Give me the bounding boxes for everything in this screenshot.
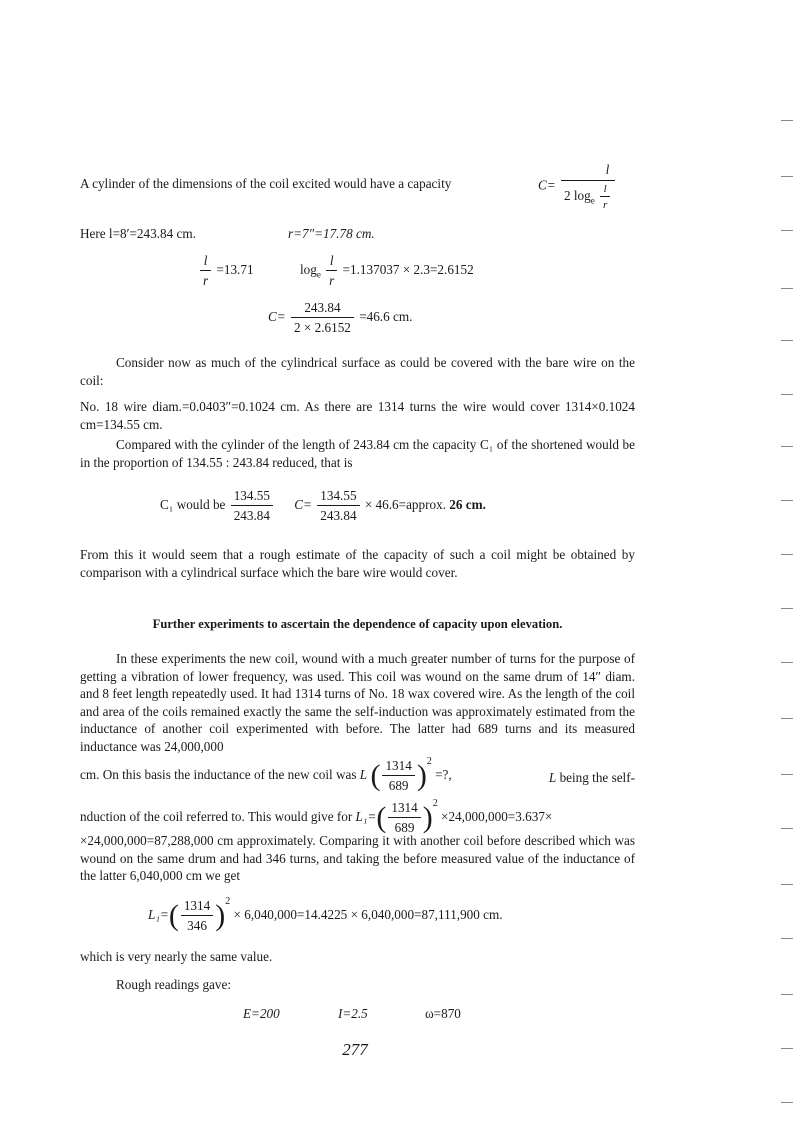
margin-tick: [781, 554, 793, 555]
margin-tick: [781, 774, 793, 775]
margin-tick: [781, 230, 793, 231]
capacity-formula-inner-fraction: $\frac{l}{r}$: [600, 183, 610, 211]
margin-tick: [781, 608, 793, 609]
capacity-intro-line: [80, 176, 451, 192]
nduction-line: nduction of the coil referred to. This would give for L₁=( $\frac{1314}{689}$ )$^2$ ×24,000,000=3.637×: [80, 797, 553, 835]
reading-omega: ω=870: [425, 1006, 461, 1021]
margin-tick: [781, 120, 793, 121]
c1-fraction-2: $\frac{134.55}{243.84}$: [317, 488, 359, 524]
paragraph-consider: Consider now as much of the cylindrical surface as could be covered with the bare wire on the coil:: [80, 355, 635, 388]
capacity-formula-den: 2 $\log_e$ $\frac{l}{r}$: [561, 181, 615, 211]
margin-tick: [781, 938, 793, 939]
ratio-fraction: $\frac{l}{r}$: [200, 253, 211, 289]
c-result-equation: C= $\frac{243.84}{2 \times 2.6152}$ =46.6 cm.: [268, 300, 413, 335]
margin-tick: [781, 884, 793, 885]
section-heading: Further experiments to ascertain the dependence of capacity upon elevation.: [152, 617, 563, 631]
paragraph-readings: Rough readings gave:: [116, 977, 231, 992]
paragraph-experiments: In these experiments the new coil, wound with a much greater number of turns for the purpose of getting a vibration of lower frequency, was used. This coil was wound on the same drum of 14″ diam. and 8 feet length repeatedly used. It had 1314 turns of No. 18 wax covered wire. As the length of the coil and area of the coils remained exactly the same the self-induction was approximately estimated from the inductance of another coil experimented with before. The latter had 689 turns and its measured inductance was 24,000,000: [80, 651, 635, 754]
c1-equation: C₁ would be $\frac{134.55}{243.84}$ C= $\frac{134.55}{243.84}$ × 46.6=approx. 26 cm.: [160, 488, 486, 523]
margin-tick: [781, 1102, 793, 1103]
margin-tick: [781, 446, 793, 447]
reading-e: E=200: [243, 1006, 280, 1021]
log-equation: $\log_e$ $\frac{l}{r}$ =1.137037 × 2.3=2.6152: [300, 253, 474, 288]
capacity-intro-text: A cylinder of the dimensions of the coil excited would have a capacity: [80, 176, 452, 191]
l1-fraction: $\frac{1314}{346}$: [181, 898, 213, 934]
c1-bold-value: 26 cm.: [449, 497, 486, 513]
paragraph-compare: ×24,000,000=87,288,000 cm approximately. Comparing it with another coil before described which was wound on the same drum and had 346 turns, and taking the before measured value of the inductance of the latter 6,040,000 cm we get: [80, 833, 635, 884]
nduction-fraction: $\frac{1314}{689}$: [388, 800, 420, 836]
page-number: 277: [342, 1040, 368, 1059]
margin-tick: [781, 718, 793, 719]
log-fraction: $\frac{l}{r}$: [326, 253, 337, 289]
capacity-formula-num: l: [561, 162, 615, 181]
capacity-formula-lhs: C=: [538, 177, 556, 193]
margin-tick: [781, 994, 793, 995]
ratio-equation: $\frac{l}{r}$ =13.71: [198, 253, 254, 289]
paragraph-wire: No. 18 wire diam.=0.0403″=0.1024 cm. As there are 1314 turns the wire would cover 1314×0.1024 cm=134.55 cm.: [80, 399, 635, 432]
l1-equation: L₁=( $\frac{1314}{346}$ )$^2$ × 6,040,000=14.4225 × 6,040,000=87,111,900 cm.: [148, 895, 503, 933]
margin-tick: [781, 176, 793, 177]
c-result-fraction: $\frac{243.84}{2 \times 2.6152}$: [291, 300, 354, 336]
paragraph-same-value: which is very nearly the same value.: [80, 949, 273, 964]
margin-tick: [781, 662, 793, 663]
given-l: Here l=8′=243.84 cm.: [80, 226, 196, 241]
margin-tick: [781, 500, 793, 501]
c1-fraction-1: $\frac{134.55}{243.84}$: [231, 488, 273, 524]
margin-tick: [781, 340, 793, 341]
margin-tick: [781, 394, 793, 395]
reading-i: I=2.5: [338, 1006, 368, 1021]
margin-tick: [781, 1048, 793, 1049]
basis-line: cm. On this basis the inductance of the new coil was L ( $\frac{1314}{689}$ )$^2$ =?, L being the self-: [80, 755, 635, 793]
basis-fraction: $\frac{1314}{689}$: [382, 758, 414, 794]
margin-tick: [781, 828, 793, 829]
capacity-formula: [538, 162, 617, 211]
paragraph-compared: Compared with the cylinder of the length of 243.84 cm the capacity C₁ of the shortened would be in the proportion of 134.55 : 243.84 reduced, that is: [80, 437, 635, 470]
paragraph-rough-estimate: From this it would seem that a rough estimate of the capacity of such a coil might be obtained by comparison with a cylindrical surface which the bare wire would cover.: [80, 547, 635, 580]
given-r: r=7″=17.78 cm.: [288, 226, 375, 241]
margin-tick: [781, 288, 793, 289]
capacity-formula-fraction: [561, 162, 615, 211]
